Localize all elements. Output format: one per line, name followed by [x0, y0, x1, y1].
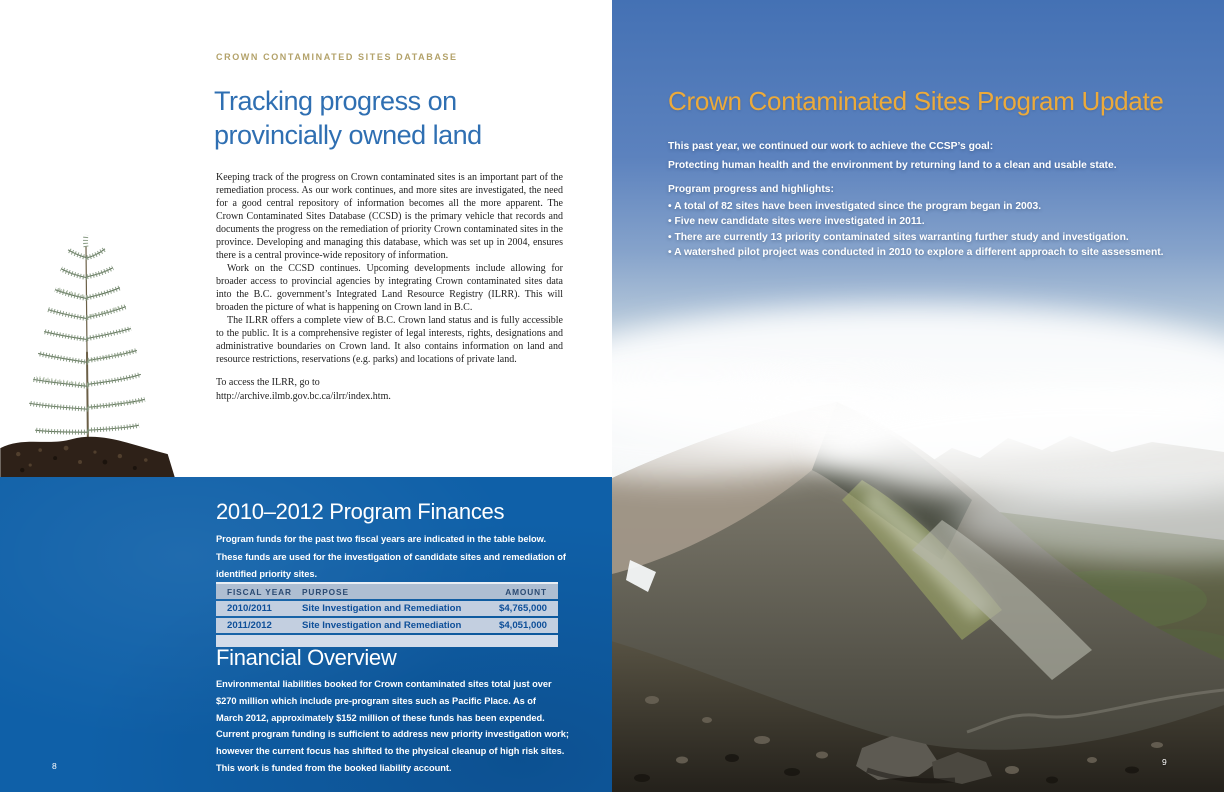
finances-table: [216, 582, 558, 647]
table-row: [216, 618, 558, 633]
overview-line: however the current focus has shifted to the physical cleanup of high risk sites.: [216, 746, 565, 757]
body-paragraph: The ILRR offers a complete view of B.C. Crown land status and is fully accessible to the public. It is a comprehensive register of legal interests, rights, designations and administrative boundaries on Crown land. It also contains information on land and resource restrictions, reservations (e.g. parks) and locations of private land.: [216, 315, 563, 365]
page-number-right: 9: [1162, 757, 1167, 767]
body-paragraph: Work on the CCSD continues. Upcoming developments include allowing for broader access to provincial agencies by integrating Crown contaminated sites data into the B.C. government’s Integrated Land Resource Registry (ILRR). This will broaden the picture of what is happening on Crown land in B.C.: [216, 263, 563, 313]
cell-amount: $4,051,000: [498, 620, 547, 631]
page-number-left: 8: [52, 761, 57, 771]
financial-overview-body: [216, 676, 569, 777]
cell-amount: $4,765,000: [498, 603, 547, 614]
finances-intro-line: identified priority sites.: [216, 569, 317, 579]
page-title: [214, 84, 482, 152]
finance-panel: [0, 477, 612, 792]
cell-fiscal-year: 2011/2012: [227, 620, 272, 631]
finances-heading: 2010–2012 Program Finances: [216, 499, 505, 524]
body-copy: [216, 171, 563, 366]
cell-purpose: Site Investigation and Remediation: [302, 620, 462, 631]
highlight-item: • A watershed pilot project was conducted in 2010 to explore a different approach to site assessment.: [668, 245, 1164, 260]
page-title-line2: provincially owned land: [214, 120, 482, 150]
financial-overview-heading: Financial Overview: [216, 645, 397, 670]
table-row: [216, 601, 558, 616]
overview-line: March 2012, approximately $152 million of these funds has been expended.: [216, 712, 545, 723]
soil-mound: [0, 437, 174, 477]
ilrr-access-note: [216, 376, 391, 403]
cell-fiscal-year: 2010/2011: [227, 603, 272, 614]
goal-intro-line: This past year, we continued our work to achieve the CCSP’s goal:: [668, 141, 994, 152]
program-goal-intro: [668, 138, 1117, 175]
finances-intro-line: Program funds for the past two fiscal years are indicated in the table below.: [216, 534, 547, 544]
cell-purpose: Site Investigation and Remediation: [302, 603, 462, 614]
highlights-heading: Program progress and highlights:: [668, 184, 834, 195]
ilrr-url-link[interactable]: http://archive.ilmb.gov.bc.ca/ilrr/index.htm.: [216, 390, 391, 402]
overview-line: $270 million which include pre-program sites such as Pacific Place. As of: [216, 695, 536, 706]
overview-line: Environmental liabilities booked for Crown contaminated sites total just over: [216, 679, 552, 689]
body-paragraph: Keeping track of the progress on Crown contaminated sites is an important part of the remediation process. As our work continues, and more sites are investigated, the need for a good central repository of information becomes all the more apparent. The Crown Contaminated Sites Database (CCSD) is the primary vehicle that records and documents the progress on the remediation of priority Crown contaminated sites in the province. Developing and managing this database, which was set up in 2004, ensures there is a central province-wide repository of information.: [216, 172, 563, 261]
highlight-item: • Five new candidate sites were investigated in 2011.: [668, 214, 1164, 229]
table-header-row: [216, 584, 558, 599]
goal-intro-line: Protecting human health and the environment by returning land to a clean and usable state.: [668, 159, 1117, 171]
mountain-photo: [612, 0, 1224, 792]
col-header-purpose: PURPOSE: [302, 586, 349, 597]
highlight-item: • There are currently 13 priority contaminated sites warranting further study and investigation.: [668, 230, 1164, 245]
section-eyebrow: CROWN CONTAMINATED SITES DATABASE: [216, 52, 458, 62]
finances-intro-line: These funds are used for the investigation of candidate sites and remediation of: [216, 551, 566, 562]
right-page: [612, 0, 1224, 792]
program-update-title: Crown Contaminated Sites Program Update: [668, 86, 1164, 116]
finances-intro: [216, 531, 566, 584]
col-header-amount: AMOUNT: [505, 586, 547, 597]
overview-line: Current program funding is sufficient to address new priority investigation work;: [216, 729, 569, 740]
seedling-photo: [0, 203, 175, 477]
page-title-line1: Tracking progress on: [214, 86, 457, 116]
highlights-list: [668, 199, 1164, 261]
overview-line: This work is funded from the booked liability account.: [216, 762, 452, 773]
col-header-fiscal-year: FISCAL YEAR: [227, 586, 292, 597]
highlight-item: • A total of 82 sites have been investigated since the program began in 2003.: [668, 199, 1164, 214]
ilrr-access-intro: To access the ILRR, go to: [216, 377, 320, 388]
